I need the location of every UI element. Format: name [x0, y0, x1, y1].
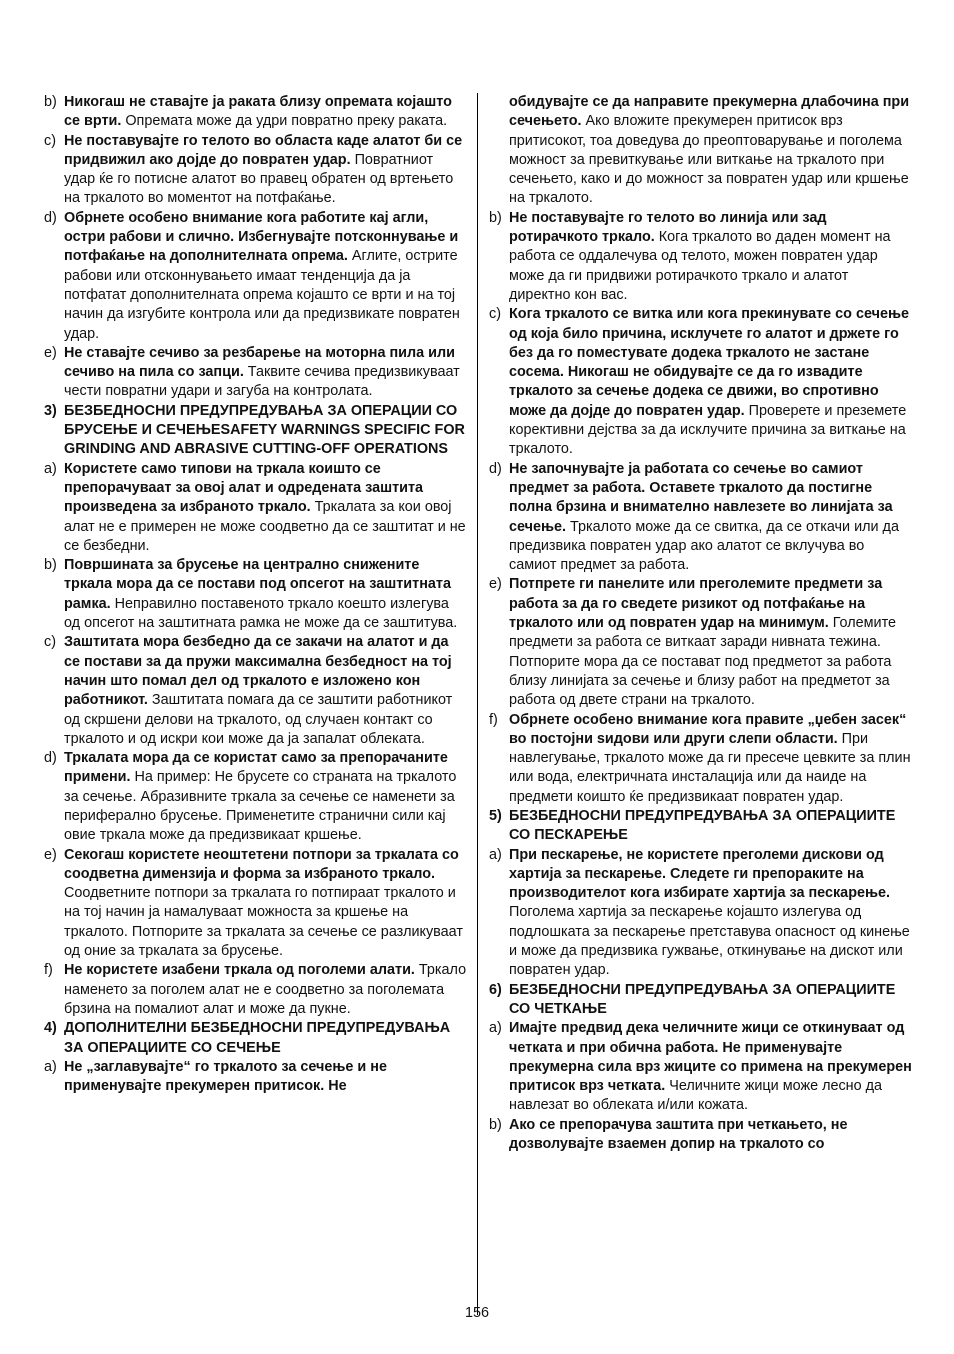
item-marker: c) — [44, 132, 56, 149]
item-bold-text: Обрнете особено внимание кога работите кај агли, остри рабови и слично. Избегнувајте потсконнување и потфаќање на дополнителната опрема. — [64, 209, 459, 265]
item-c-body-position — [44, 132, 468, 209]
item-b-brush-guard — [489, 1116, 913, 1155]
item-bold-text: Потпрете ги панелите или преголемите предмети за работа за да го сведете ризикот од потфаќање на тркалото или од повратен удар на минимум. — [509, 576, 883, 632]
item-e-flanges — [44, 846, 468, 962]
item-text: Заштитата помага да се заштити работникот од скршени делови на тркалото, од случаен контакт со тркалото и од искри кои може да ја запалат облеката. — [64, 692, 453, 747]
item-text: Неправилно поставеното тркало коешто излегува од опсегот на заштитната рамка не може да се заштитува. — [64, 595, 458, 632]
item-bold-text: При пескарење, не користете преголеми дискови од хартија за пескарење. Следете ги препораките на производителот кога избирате хартија за пескарење. — [509, 846, 891, 902]
item-bold-text: Обрнете особено внимание кога правите „џебен засек“ во постојни ѕидови или други слепи области. — [509, 711, 907, 747]
item-d-restart — [489, 460, 913, 576]
right-column — [489, 93, 913, 1154]
item-a-wire-bristles — [489, 1019, 913, 1115]
item-bold-text: обидувајте се да направите прекумерна длабочина при сечењето. — [509, 94, 910, 130]
item-bold-text: Не користете изабени тркала од поголеми алати. — [64, 962, 415, 979]
section-number: 3) — [44, 402, 57, 419]
section-heading-6 — [489, 981, 913, 1020]
item-a-sanding-paper — [489, 846, 913, 981]
item-a-jam — [44, 1058, 468, 1097]
section-title: БЕЗБЕДНОСНИ ПРЕДУПРЕДУВАЊА ЗА ОПЕРАЦИИТЕ СО ЧЕТКАЊЕ — [509, 981, 896, 1017]
item-marker: b) — [44, 557, 57, 574]
column-divider — [477, 93, 478, 1315]
section-title: ДОПОЛНИТЕЛНИ БЕЗБЕДНОСНИ ПРЕДУПРЕДУВАЊА ЗА ОПЕРАЦИИТЕ СО СЕЧЕЊЕ — [64, 1020, 451, 1056]
section-heading-3 — [44, 402, 468, 460]
item-d-applications — [44, 749, 468, 845]
item-b-line-behind — [489, 209, 913, 305]
item-bold-text: Не започнувајте ја работата со сечење во самиот предмет за работа. Оставете тркалото да постигне полна брзина и внимателно навлезете во линијата за сечење. — [509, 460, 893, 535]
item-text: Големите предмети за работа се виткаат заради нивната тежина. Потпорите мора да се постават под предметот за работа близу линијата за сечење и близу работ на предметот за работа од двете страни на тркалото. — [509, 615, 896, 709]
item-text: Кога тркалото во даден момент на работа се оддалечува од телото, можен повратен удар може да ги придвижи ротирачкото тркало и алатот директно кон вас. — [509, 229, 891, 303]
item-a-wheel-types — [44, 460, 468, 556]
section-heading-5 — [489, 807, 913, 846]
page-number: 156 — [464, 1305, 489, 1321]
item-bold-text: Имајте предвид дека челичните жици се откинуваат од четката и при обична работа. Не применувајте прекумерна сила врз жиците со примена на прекумерен притисок врз четката. — [509, 1020, 912, 1095]
section-title: БЕЗБЕДНОСНИ ПРЕДУПРЕДУВАЊА ЗА ОПЕРАЦИИТЕ СО ПЕСКАРЕЊЕ — [509, 807, 896, 844]
item-bold-text: Површината за брусење на централно снижените тркала мора да се постави под опсегот на заштитната рамка. — [64, 557, 451, 612]
item-a-jam-continued — [489, 93, 913, 209]
item-marker: e) — [44, 344, 57, 361]
item-text: Проверете и преземете корективни дејства за да исклучите причина за виткање на тркалото. — [509, 402, 907, 458]
item-text: Тркалата за кои овој алат не е примерен не може соодветно да се заштитат и не се безбедни. — [64, 499, 466, 554]
item-c-binding — [489, 305, 913, 459]
item-marker: a) — [489, 1020, 502, 1037]
section-number: 6) — [489, 981, 502, 998]
left-column — [44, 93, 468, 1096]
item-bold-text: Не ставајте сечиво за резбарење на моторна пила или сечиво на пила со запци. — [64, 344, 455, 381]
item-marker: f) — [489, 711, 498, 728]
item-text: Повратниот удар ќе го потисне алатот во правец обратен од вртењето на тркалото во моментот на потфаќање. — [64, 151, 454, 207]
item-f-worn-wheels — [44, 961, 468, 1019]
item-text: Опремата може да удри повратно преку раката. — [121, 113, 448, 130]
item-marker: b) — [489, 209, 502, 226]
item-text: Таквите сечива предизвикуваат чести повратни удари и загуба на контролата. — [64, 364, 460, 400]
item-marker: f) — [44, 962, 53, 979]
section-heading-4 — [44, 1019, 468, 1058]
item-text: Соодветните потпори за тркалата го потпираат тркалото и на тој начин ја намалуваат можноста за кршење на тркалото. Потпорите за тркалата за сечење се разликуваат од оние за тркалата за брусење. — [64, 885, 463, 960]
item-marker: c) — [489, 306, 501, 323]
item-text: Тркалото може да се свитка, да се откачи или да предизвика повратен удар ако алатот се вклучува во самиот предмет за работа. — [509, 518, 899, 574]
item-b-grinding-surface — [44, 556, 468, 633]
item-text: Поголема хартија за пескарење којашто излегува од подлошката за пескарење претставува опасност од кинење и може да предизвика гужвање, откинување на дискот или повратен удар. — [509, 904, 910, 979]
item-text: Челичните жици може лесно да навлезат во облеката и/или кожата. — [509, 1078, 883, 1114]
section-title: БЕЗБЕДНОСНИ ПРЕДУПРЕДУВАЊА ЗА ОПЕРАЦИИ СО БРУСЕЊЕ И СЕЧЕЊЕSAFETY WARNINGS SPECIFIC FOR GRINDING AND ABRASIVE CUTTING-OFF OPERATIONS — [64, 402, 465, 458]
item-marker: d) — [44, 209, 57, 226]
item-marker: b) — [489, 1116, 502, 1133]
item-bold-text: Кога тркалото се витка или кога прекинувате со сечење од која било причина, исклучете го алатот и држете го без да го поместувате додека тркалото не застане сосема. Никогаш не обидувајте се да го извадите тркалото за сечење додека се движи, во спротивно може да дојде до повратен удар. — [509, 306, 910, 419]
item-bold-text: Никогаш не ставајте ја раката близу опремата којашто се врти. — [64, 94, 452, 130]
item-bold-text: Не „заглавувајте“ го тркалото за сечење и не применувајте прекумерен притисок. Не — [64, 1058, 387, 1095]
item-text: Ако вложите прекумерен притисок врз притисокот, тоа доведува до преоптоварување и поголема можност за превиткување или виткање на тркалото при сечењето, како и до можност за повратен удар или кршење на тркалото. — [509, 113, 909, 207]
item-marker: d) — [44, 750, 57, 767]
item-text: Тркало наменето за поголем алат не е соодветно за поголемата брзина на помалиот алат и може да пукне. — [64, 962, 467, 1017]
item-marker: a) — [44, 1058, 57, 1075]
item-bold-text: Секогаш користете неоштетени потпори за тркалата со соодветна димензија и форма за избраното тркало. — [64, 846, 459, 882]
item-bold-text: Не поставувајте го телото во областа каде алатот би се придвижил ако дојде до повратен удар. — [64, 132, 463, 168]
item-marker: d) — [489, 460, 502, 477]
section-number: 5) — [489, 807, 502, 824]
item-text: На пример: Не брусете со страната на тркалото за сечење. Абразивните тркала за сечење се наменети за периферално брусење. Применетите странични сили кај овие тркала може да предизвикаат кршење. — [64, 769, 457, 844]
item-marker: a) — [489, 846, 502, 863]
item-text: Аглите, острите рабови или отсконнувањето имаат тенденција да ја потфатат дополнителната опрема којашто се врти и на тој начин да изгубите контрола или да предизвикате повратен удар. — [64, 248, 460, 342]
section-number: 4) — [44, 1020, 57, 1037]
item-c-guard — [44, 633, 468, 749]
item-marker: b) — [44, 94, 57, 110]
item-marker: e) — [489, 576, 502, 593]
item-marker: e) — [44, 846, 57, 863]
item-e-saw-blade — [44, 344, 468, 402]
item-f-pocket-cut — [489, 711, 913, 807]
item-bold-text: Ако се препорачува заштита при четкањето, не дозволувајте взаемен допир на тркалото со — [509, 1116, 848, 1153]
item-marker: a) — [44, 460, 57, 477]
item-b-hand-away — [44, 93, 468, 132]
item-bold-text: Не поставувајте го телото во линија или зад ротирачкото тркало. — [509, 209, 827, 246]
item-bold-text: Заштитата мора безбедно да се закачи на алатот и да се постави за да пружи максимална безбедност на тој начин што помал дел од тркалото е изложено кон работникот. — [64, 634, 452, 709]
item-text: При навлегување, тркалото може да ги пресече цевките за плин или вода, електричната инсталација или да наиде на предмети коишто ќе предизвикаат повратен удар. — [509, 730, 911, 805]
item-e-support-panels — [489, 575, 913, 710]
item-d-corners — [44, 209, 468, 344]
item-bold-text: Тркалата мора да се користат само за препорачаните примени. — [64, 750, 448, 786]
item-bold-text: Користете само типови на тркала коишто се препорачуваат за овој алат и одредената заштита произведена за избраното тркало. — [64, 460, 424, 516]
item-marker: c) — [44, 634, 56, 651]
